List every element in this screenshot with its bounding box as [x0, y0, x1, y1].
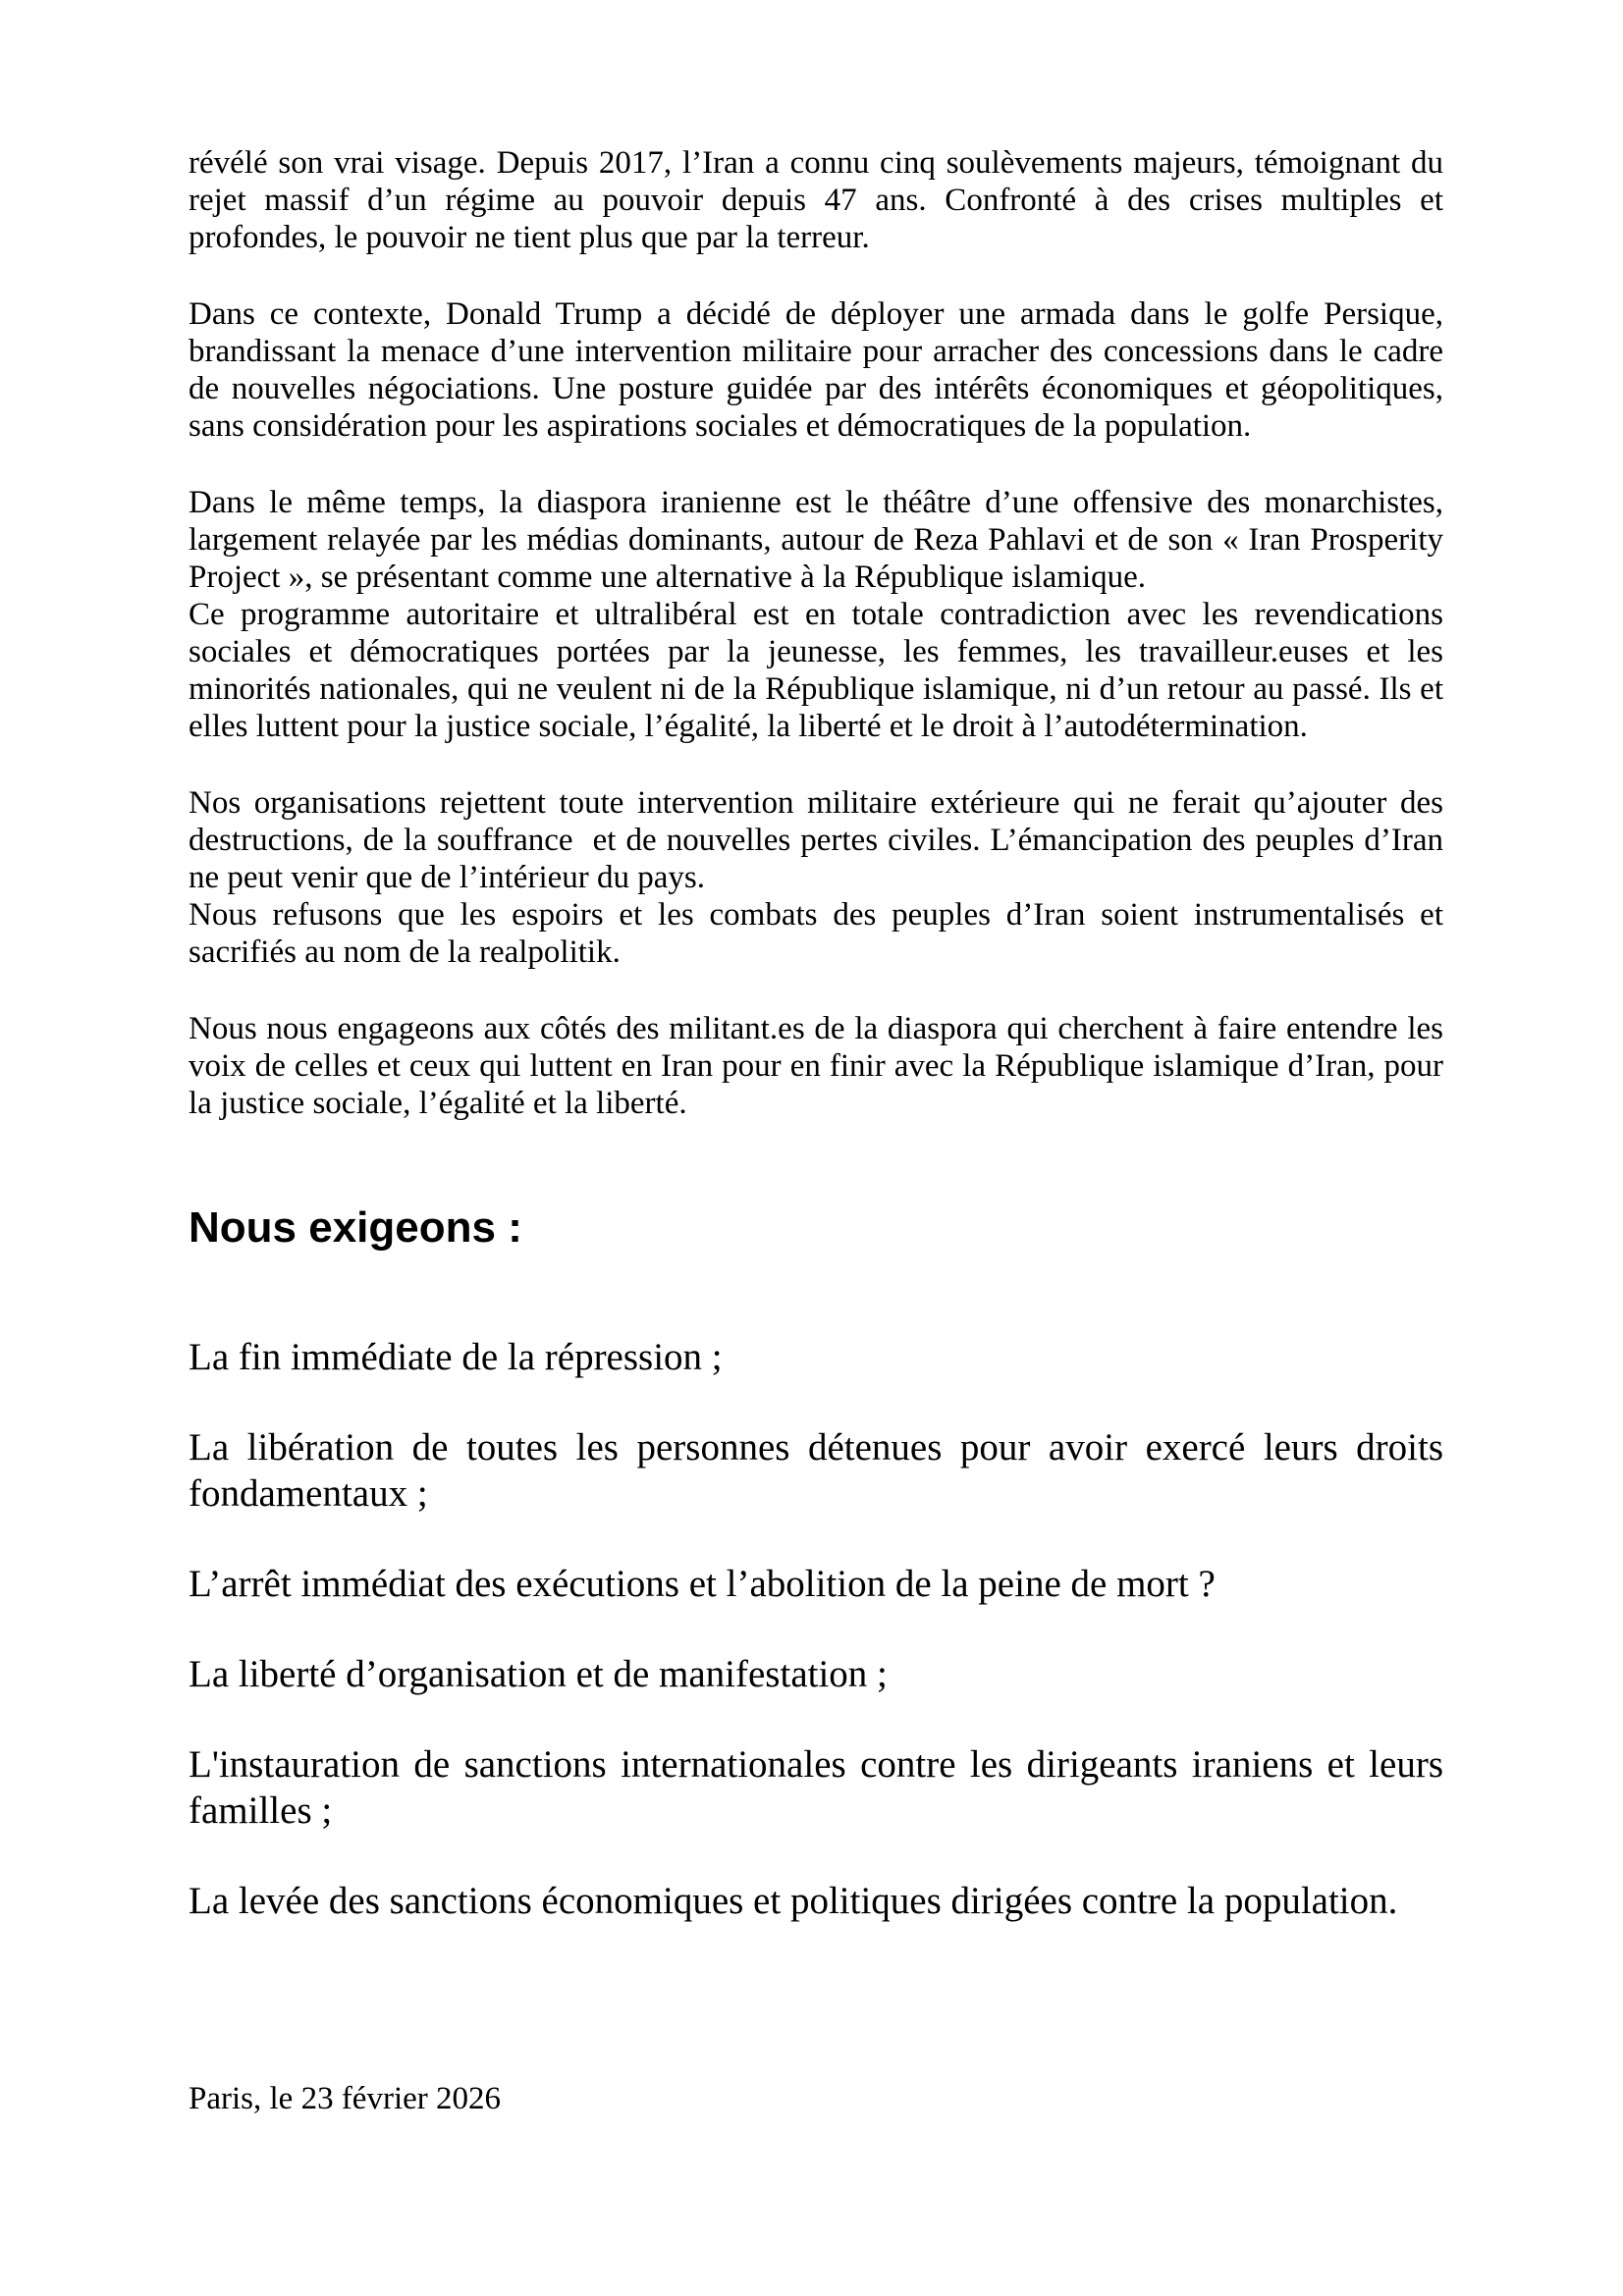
paragraph: Dans ce contexte, Donald Trump a décidé de déployer une armada dans le golfe Persique, brandissant la menace d’une intervention militaire pour arracher des concessions dans le cadre de nouvelles négociations. Une posture guidée par des intérêts économiques et géopolitiques, sans considération pour les aspirations sociales et démocratiques de la population.: [189, 296, 1443, 444]
intro-section: [189, 144, 1443, 1122]
paragraph-group: [189, 484, 1443, 745]
paragraph: Dans le même temps, la diaspora iranienne est le théâtre d’une offensive des monarchistes, largement relayée par les médias dominants, autour de Reza Pahlavi et de son « Iran Prosperity Project », se présentant comme une alternative à la République islamique.: [189, 485, 1443, 595]
paragraph-group: [189, 295, 1443, 445]
demand-item: La libération de toutes les personnes détenues pour avoir exercé leurs droits fondamentaux ;: [189, 1426, 1443, 1515]
demand-item: La fin immédiate de la répression ;: [189, 1336, 723, 1378]
demand-item: L’arrêt immédiat des exécutions et l’abolition de la peine de mort ?: [189, 1563, 1216, 1605]
demand-item: La liberté d’organisation et de manifestation ;: [189, 1653, 888, 1695]
paragraph: Ce programme autoritaire et ultralibéral est en totale contradiction avec les revendications sociales et démocratiques portées par la jeunesse, les femmes, les travailleur.euses et les minorités nationales, qui ne veulent ni de la République islamique, ni d’un retour au passé. Ils et elles luttent pour la justice sociale, l’égalité, la liberté et le droit à l’autodétermination.: [189, 597, 1443, 744]
paragraph-group: [189, 1010, 1443, 1122]
paragraph: Nous refusons que les espoirs et les combats des peuples d’Iran soient instrumentalisés et sacrifiés au nom de la realpolitik.: [189, 897, 1443, 970]
paragraph: Nous nous engageons aux côtés des militant.es de la diaspora qui cherchent à faire entendre les voix de celles et ceux qui luttent en Iran pour en finir avec la République islamique d’Iran, pour la justice sociale, l’égalité et la liberté.: [189, 1011, 1443, 1121]
demands-section: [189, 1334, 1443, 1924]
demands-heading: Nous exigeons :: [189, 1203, 522, 1252]
paragraph-group: [189, 144, 1443, 256]
demand-item: La levée des sanctions économiques et politiques dirigées contre la population.: [189, 1880, 1398, 1922]
document-footer: [189, 2080, 1443, 2117]
paragraph-group: [189, 784, 1443, 971]
demand-item: L'instauration de sanctions internationales contre les dirigeants iraniens et leurs familles ;: [189, 1743, 1443, 1832]
dateline: Paris, le 23 février 2026: [189, 2081, 501, 2116]
paragraph: révélé son vrai visage. Depuis 2017, l’Iran a connu cinq soulèvements majeurs, témoignant du rejet massif d’un régime au pouvoir depuis 47 ans. Confronté à des crises multiples et profondes, le pouvoir ne tient plus que par la terreur.: [189, 145, 1443, 255]
paragraph: Nos organisations rejettent toute intervention militaire extérieure qui ne ferait qu’ajouter des destructions, de la souffrance et de nouvelles pertes civiles. L’émancipation des peuples d’Iran ne peut venir que de l’intérieur du pays.: [189, 785, 1443, 895]
